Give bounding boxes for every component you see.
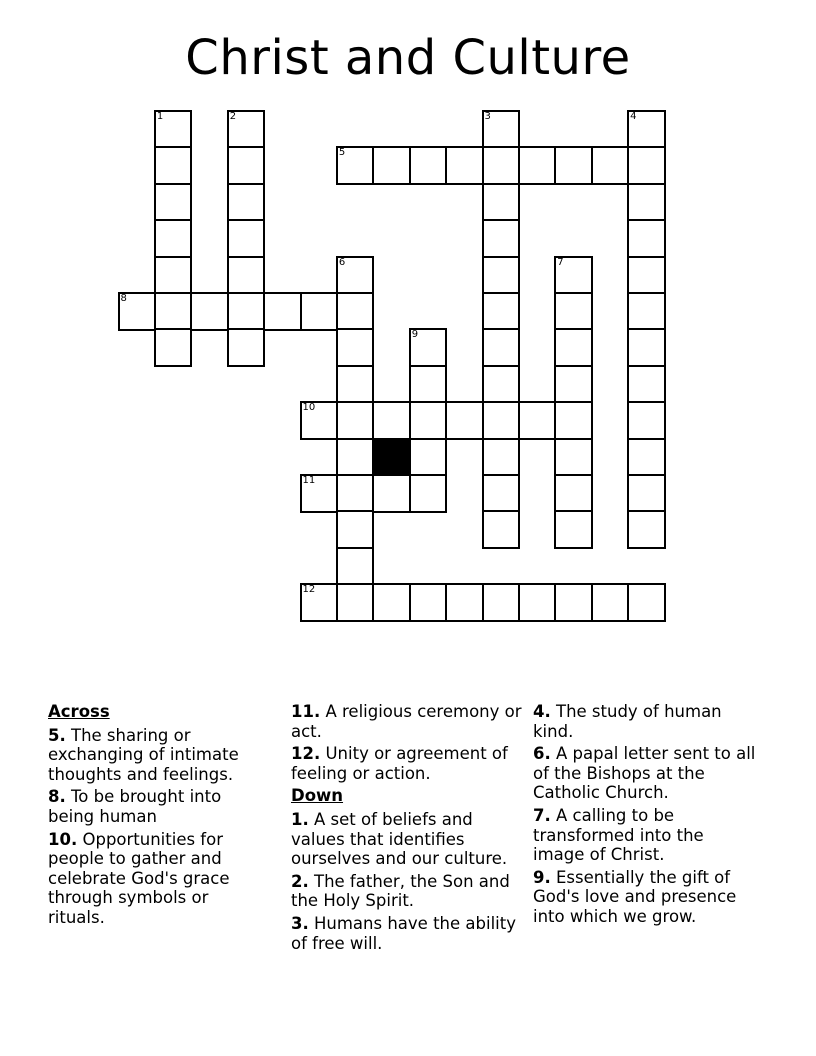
clue-item	[533, 744, 758, 803]
crossword-cell[interactable]	[482, 438, 521, 477]
clue-item-number: 7.	[533, 805, 551, 825]
crossword-cell[interactable]	[336, 510, 375, 549]
down-clue-list-continued	[533, 702, 758, 927]
crossword-cell[interactable]	[518, 583, 557, 622]
crossword-cell[interactable]	[627, 510, 666, 549]
clue-number: 7	[557, 256, 564, 268]
clue-number: 3	[484, 111, 491, 122]
crossword-cell[interactable]	[482, 110, 521, 149]
clue-item-text: A religious ceremony or act.	[291, 702, 522, 741]
crossword-cell[interactable]	[627, 219, 666, 258]
crossword-cell[interactable]	[372, 401, 411, 440]
crossword-cell[interactable]	[627, 583, 666, 622]
crossword-cell[interactable]	[554, 583, 593, 622]
across-clue-list-continued	[291, 702, 526, 783]
clue-item	[533, 806, 758, 865]
clues-column-1	[48, 702, 263, 931]
clue-item	[291, 702, 526, 741]
clue-item-text: The study of human kind.	[533, 702, 722, 741]
crossword-cell[interactable]	[227, 219, 266, 258]
across-heading: Across	[48, 702, 110, 721]
crossword-cell[interactable]	[154, 292, 193, 331]
crossword-cell[interactable]	[554, 474, 593, 513]
clue-number: 1	[156, 111, 164, 122]
clue-item	[291, 872, 526, 911]
clue-number: 4	[630, 111, 637, 122]
crossword-cell[interactable]	[227, 292, 266, 331]
crossword-cell[interactable]	[409, 438, 448, 477]
clue-item-number: 10.	[48, 829, 78, 849]
crossword-cell[interactable]	[154, 146, 193, 185]
clue-item	[48, 726, 263, 785]
crossword-cell[interactable]	[627, 110, 666, 149]
crossword-cell[interactable]	[591, 146, 630, 185]
clue-item	[48, 830, 263, 928]
crossword-cell[interactable]	[336, 438, 375, 477]
clue-item	[291, 810, 526, 869]
crossword-cell[interactable]	[336, 256, 375, 295]
crossword-cell[interactable]	[518, 146, 557, 185]
clue-item-text: A set of beliefs and values that identifies ourselves and our culture.	[291, 809, 508, 869]
crossword-cell[interactable]	[482, 583, 521, 622]
crossword-cell[interactable]	[227, 110, 266, 149]
crossword-cell[interactable]	[554, 510, 593, 549]
crossword-cell[interactable]	[227, 146, 266, 185]
crossword-cell[interactable]	[482, 401, 521, 440]
crossword-cell[interactable]	[336, 292, 375, 331]
across-clue-list	[48, 726, 263, 928]
crossword-cell[interactable]	[372, 146, 411, 185]
clue-item-number: 1.	[291, 809, 309, 829]
clue-item-text: The sharing or exchanging of intimate thoughts and feelings.	[48, 725, 239, 784]
crossword-cell[interactable]	[300, 583, 339, 622]
clue-item-text: A calling to be transformed into the image of Christ.	[533, 805, 704, 865]
clue-number: 12	[302, 584, 316, 596]
crossword-cell[interactable]	[372, 474, 411, 513]
crossword-cell[interactable]	[445, 146, 484, 185]
page-title: Christ and Culture	[185, 30, 631, 86]
clue-item	[291, 914, 526, 953]
crossword-cell[interactable]	[482, 292, 521, 331]
clue-number: 2	[229, 111, 237, 122]
crossword-cell[interactable]	[300, 292, 339, 331]
clue-item	[533, 702, 758, 741]
crossword-cell[interactable]	[154, 219, 193, 258]
crossword-cell[interactable]	[336, 365, 375, 404]
clue-number: 9	[411, 329, 419, 341]
clue-item-number: 11.	[291, 702, 321, 721]
clue-item-number: 4.	[533, 702, 551, 721]
crossword-cell[interactable]	[154, 183, 193, 222]
crossword-cell[interactable]	[409, 583, 448, 622]
crossword-cell[interactable]	[554, 146, 593, 185]
crossword-cell[interactable]	[554, 365, 593, 404]
crossword-cell[interactable]	[409, 328, 448, 367]
crossword-block	[372, 438, 411, 477]
crossword-cell[interactable]	[518, 401, 557, 440]
crossword-cell[interactable]	[627, 328, 666, 367]
crossword-cell[interactable]	[336, 146, 375, 185]
clue-item-number: 12.	[291, 744, 321, 764]
crossword-cell[interactable]	[482, 146, 521, 185]
crossword-cell[interactable]	[554, 328, 593, 367]
crossword-cell[interactable]	[227, 256, 266, 295]
clue-item	[291, 744, 526, 783]
crossword-cell[interactable]	[554, 292, 593, 331]
crossword-cell[interactable]	[482, 256, 521, 295]
crossword-cell[interactable]	[627, 183, 666, 222]
clue-item-text: The father, the Son and the Holy Spirit.	[291, 871, 510, 911]
clue-item-text: Essentially the gift of God's love and presence into which we grow.	[533, 867, 737, 926]
clue-item-text: To be brought into being human	[48, 787, 222, 826]
clue-number: 5	[338, 147, 346, 159]
crossword-cell[interactable]	[154, 328, 193, 367]
crossword-cell[interactable]	[409, 146, 448, 185]
crossword-cell[interactable]	[336, 583, 375, 622]
crossword-cell[interactable]	[554, 401, 593, 440]
clue-item-number: 3.	[291, 913, 309, 933]
clue-number: 10	[302, 402, 316, 414]
crossword-cell[interactable]	[482, 474, 521, 513]
crossword-cell[interactable]	[554, 256, 593, 295]
crossword-cell[interactable]	[554, 438, 593, 477]
crossword-cell[interactable]	[627, 474, 666, 513]
crossword-cell[interactable]	[591, 583, 630, 622]
crossword-cell[interactable]	[482, 219, 521, 258]
clue-item-text: Humans have the ability of free will.	[291, 913, 516, 953]
crossword-cell[interactable]	[482, 510, 521, 549]
crossword-cell[interactable]	[300, 474, 339, 513]
clue-item	[48, 787, 263, 826]
crossword-cell[interactable]	[336, 547, 375, 586]
crossword-cell[interactable]	[627, 401, 666, 440]
crossword-cell[interactable]	[482, 183, 521, 222]
down-heading: Down	[291, 786, 344, 806]
crossword-cell[interactable]	[227, 183, 266, 222]
clue-item-text: Opportunities for people to gather and celebrate God's grace through symbols or rituals.	[48, 829, 230, 927]
clues-column-2	[291, 702, 526, 956]
clue-number: 11	[302, 475, 316, 486]
clue-item-text: Unity or agreement of feeling or action.	[291, 744, 508, 783]
crossword-cell[interactable]	[227, 328, 266, 367]
crossword-cell[interactable]	[409, 365, 448, 404]
clue-item-number: 2.	[291, 871, 309, 891]
crossword-cell[interactable]	[263, 292, 302, 331]
crossword-cell[interactable]	[627, 292, 666, 331]
crossword-cell[interactable]	[372, 583, 411, 622]
crossword-cell[interactable]	[300, 401, 339, 440]
crossword-cell[interactable]	[445, 583, 484, 622]
crossword-cell[interactable]	[336, 328, 375, 367]
crossword-cell[interactable]	[482, 328, 521, 367]
crossword-cell[interactable]	[627, 365, 666, 404]
clue-number: 8	[120, 293, 127, 304]
clue-item-number: 9.	[533, 867, 551, 887]
clue-item-number: 8.	[48, 787, 66, 807]
crossword-cell[interactable]	[336, 401, 375, 440]
clues-column-3	[533, 702, 758, 930]
crossword-cell[interactable]	[190, 292, 229, 331]
clue-item-number: 5.	[48, 725, 66, 745]
crossword-cell[interactable]	[627, 438, 666, 477]
crossword-cell[interactable]	[154, 110, 193, 149]
crossword-cell[interactable]	[409, 401, 448, 440]
crossword-cell[interactable]	[336, 474, 375, 513]
clue-item	[533, 868, 758, 927]
crossword-cell[interactable]	[627, 256, 666, 295]
crossword-cell[interactable]	[409, 474, 448, 513]
clue-item-text: A papal letter sent to all of the Bishops at the Catholic Church.	[533, 744, 756, 803]
crossword-cell[interactable]	[627, 146, 666, 185]
crossword-cell[interactable]	[482, 365, 521, 404]
down-clue-list	[291, 810, 526, 953]
clue-number: 6	[338, 256, 346, 268]
crossword-cell[interactable]	[118, 292, 157, 331]
crossword-cell[interactable]	[154, 256, 193, 295]
clue-item-number: 6.	[533, 744, 551, 764]
crossword-cell[interactable]	[445, 401, 484, 440]
